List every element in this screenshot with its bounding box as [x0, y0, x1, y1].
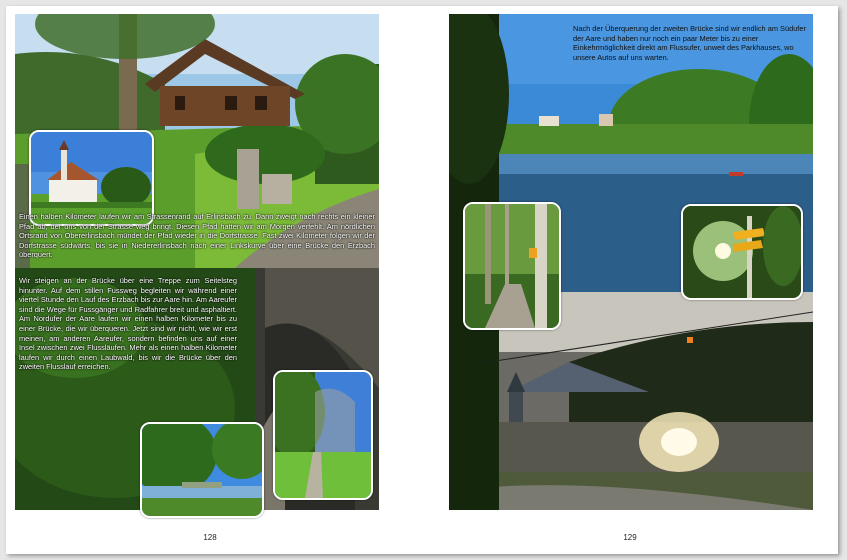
left-page: [15, 14, 379, 510]
right-paragraph-1: Nach der Überquerung der zweiten Brücke sind wir endlich am Südufer der Aare und haben nur noch ein paar Meter bis zu einer Einkehrmöglichkeit direkt am Flussufer, unweit des Parkhauses, wo unsere Autos auf uns warten.: [573, 24, 806, 62]
left-paragraph-1: Einen halben Kilometer laufen wir am Strassenrand auf Erlinsbach zu. Dann zweigt nach rechts ein kleiner Pfad ab, der uns von der Strasse weg bringt. Diesen Pfad hatten wir am Morgen verfehlt. Am nördlichen Ortsrand von Obererlinsbach mündet der Pfad wieder in die Dorfstrasse. Fast zwei Kilometer folgen wir der Dorfstrasse südwärts, bis sie in Niedererlinsbach nach einer Linkskurve über eine Brücke den Erzbach überquert.: [19, 212, 375, 260]
photo-forest-path: [463, 202, 561, 330]
page-number-left: 128: [203, 533, 217, 542]
right-page: [449, 14, 813, 510]
page-number-right: 129: [623, 533, 637, 542]
photo-signpost-sun: [681, 204, 803, 300]
photo-field-path: [273, 370, 373, 500]
left-paragraph-2: Wir steigen an der Brücke über eine Treppe zum Seitelsteg hinunter. Auf dem stillen Fussweg begleiten wir während einer viertel Stunde den Lauf des Erzbach bis zur Aare hin. Am Aareufer sind die Wege für Fussgänger und Radfahrer breit und asphaltiert. Am Nordufer der Aare laufen wir einen halben Kilometer bis zu einer Brücke, die wir überqueren. Jetzt sind wir nicht, wie wir erst meinen, am anderen Aareufer, sondern befinden uns auf einer Insel zwischen zwei Flussläufen. Mehr als einen halben Kilometer laufen wir durch einen Laubwald, bis wir die Brücke über den zweiten Flusslauf erreichen.: [19, 276, 237, 372]
photo-aare-river: [140, 422, 264, 518]
